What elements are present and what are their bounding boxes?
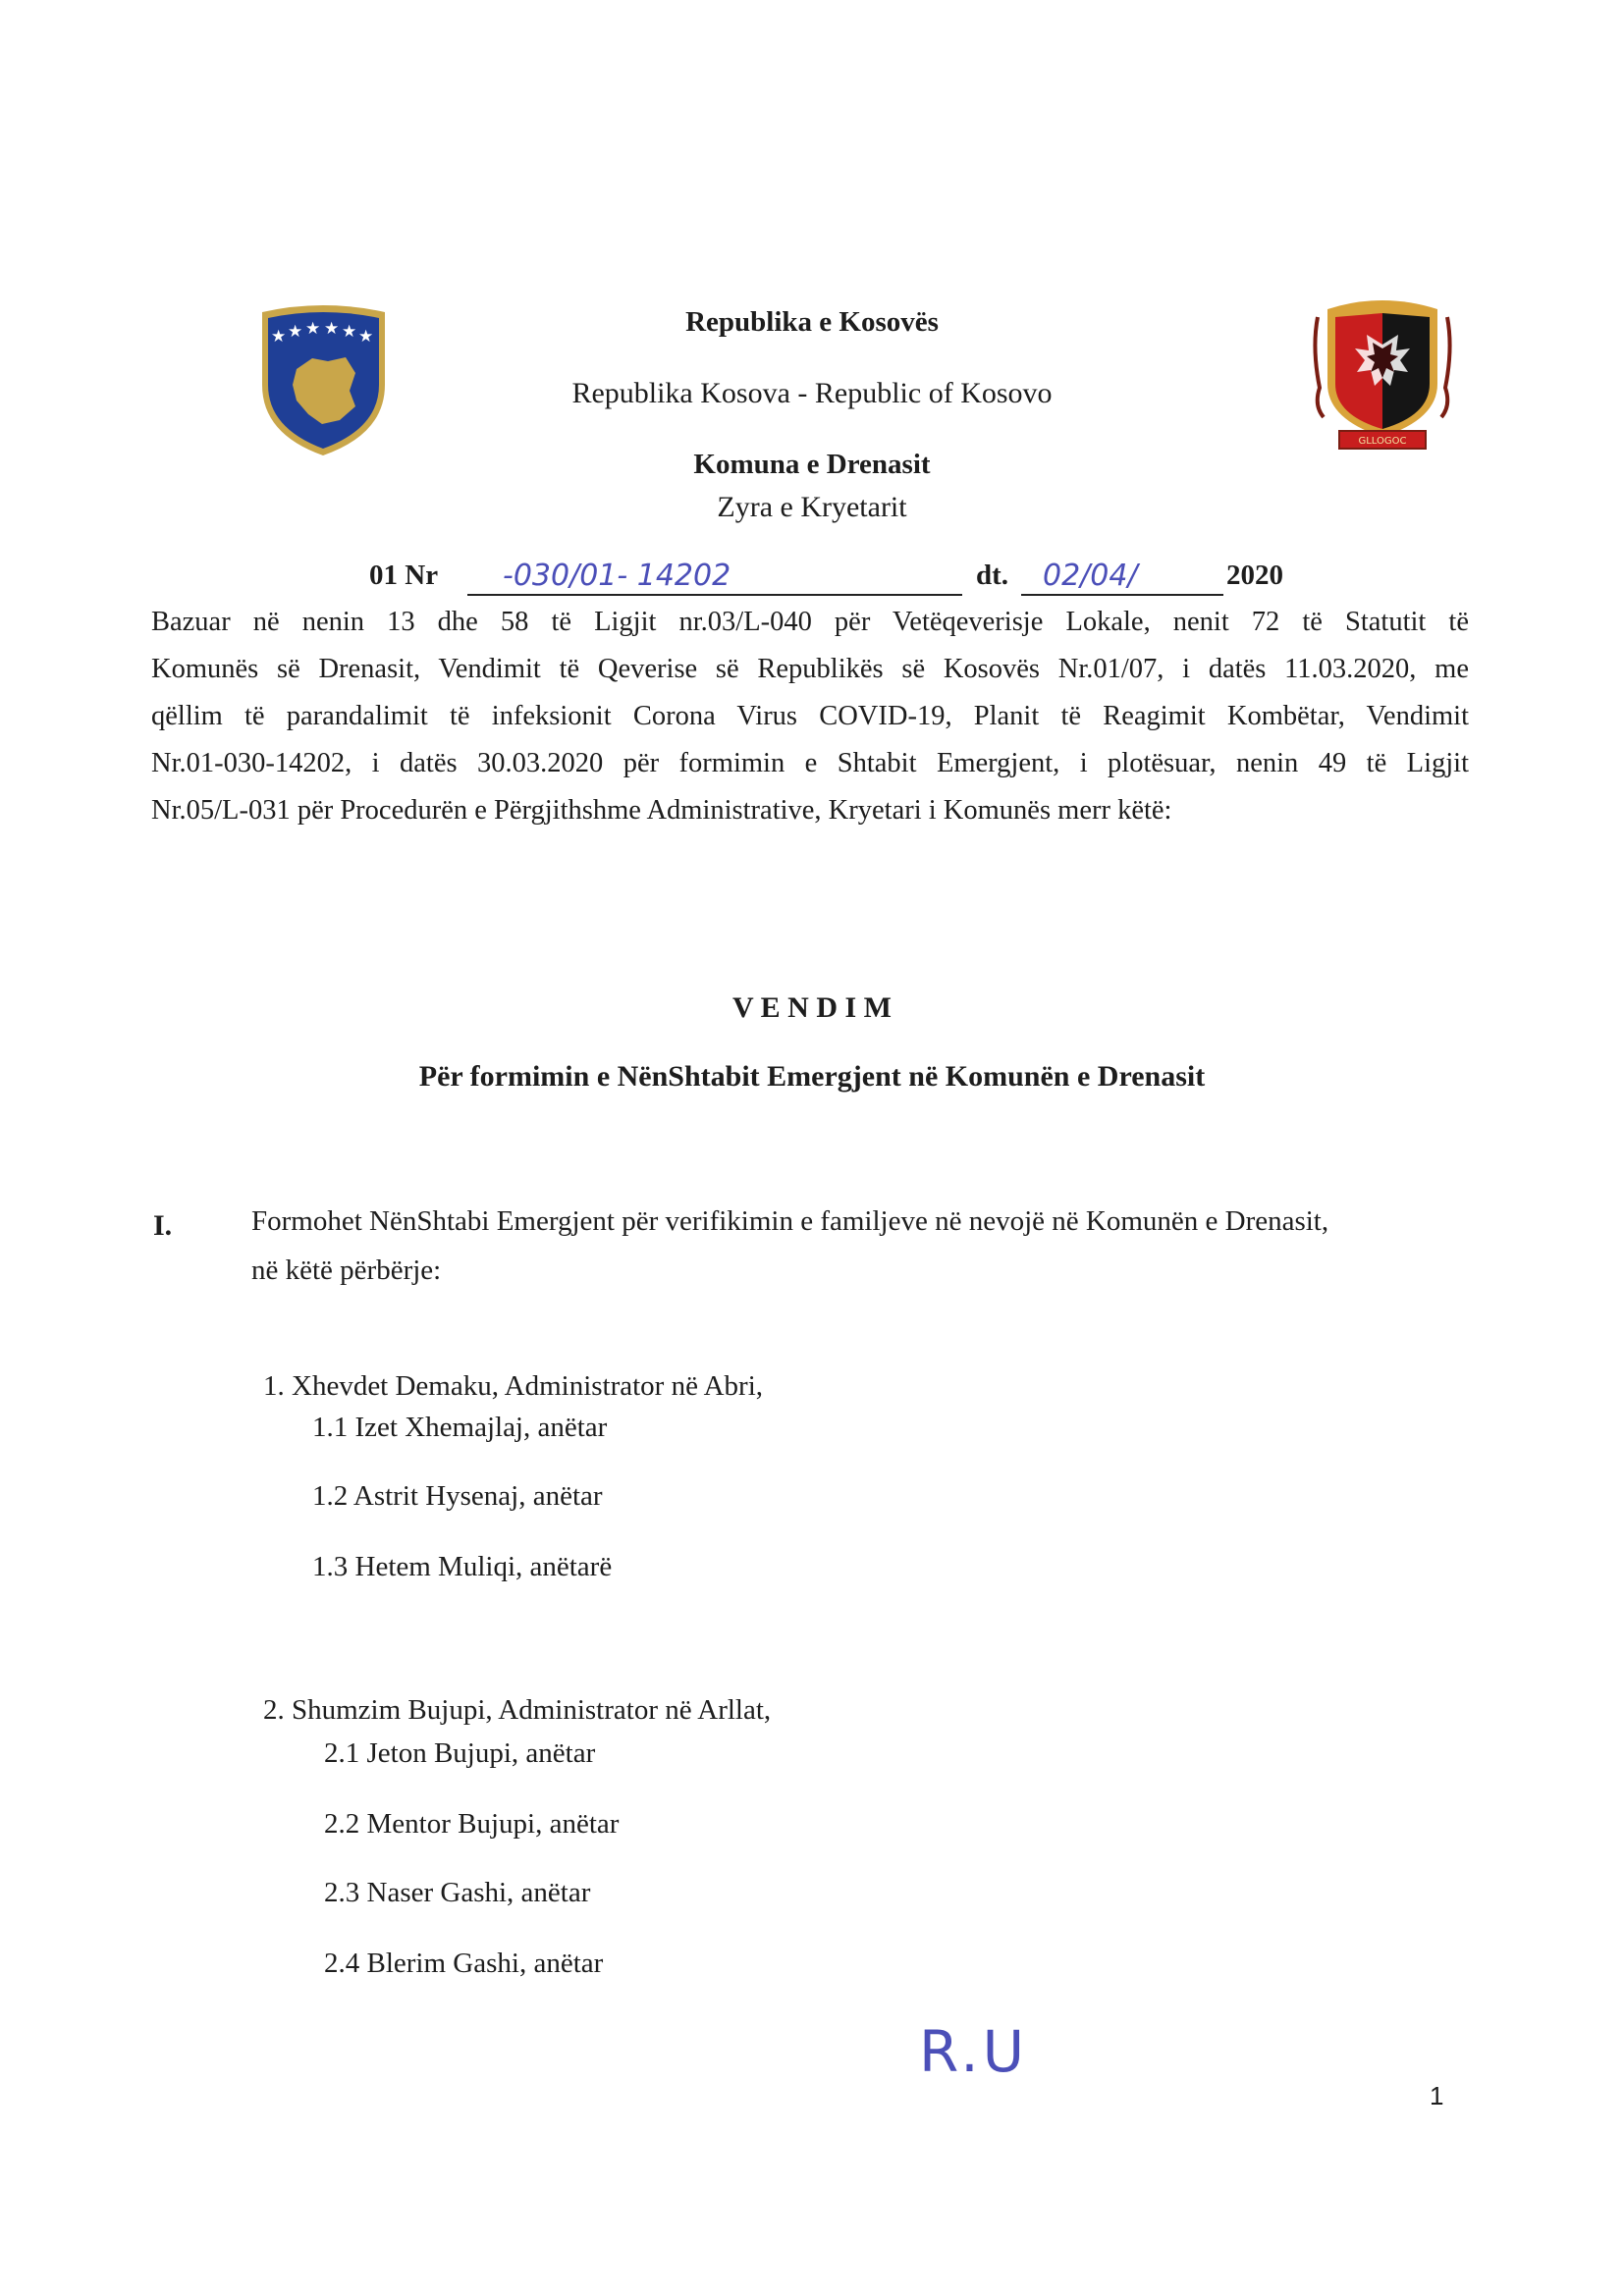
reference-date-handwritten: 02/04/ bbox=[1043, 559, 1138, 593]
section-numeral: I. bbox=[153, 1209, 173, 1242]
page-number: 1 bbox=[1430, 2081, 1444, 2110]
group-member: 2.2 Mentor Bujupi, anëtar bbox=[324, 1808, 620, 1840]
group-member: 2.4 Blerim Gashi, anëtar bbox=[324, 1948, 604, 1979]
header-country-name: Republika e Kosovës bbox=[685, 306, 939, 338]
preamble-paragraph bbox=[151, 599, 1469, 834]
svg-text:★: ★ bbox=[358, 327, 374, 347]
header-municipality: Komuna e Drenasit bbox=[693, 449, 931, 480]
group-member: 2.1 Jeton Bujupi, anëtar bbox=[324, 1737, 596, 1769]
section-text-line2: në këtë përbërje: bbox=[251, 1255, 442, 1286]
preamble-line: qëllim të parandalimit të infeksionit Corona Virus COVID-19, Planit të Reagimit Kombëtar, Vendimit bbox=[151, 701, 1469, 731]
group-member: 1.1 Izet Xhemajlaj, anëtar bbox=[312, 1412, 608, 1443]
svg-text:★: ★ bbox=[324, 319, 340, 339]
svg-text:★: ★ bbox=[288, 322, 303, 342]
preamble-line: Bazuar në nenin 13 dhe 58 të Ligjit nr.03/L-040 për Vetëqeverisje Lokale, nenit 72 të Statutit të bbox=[151, 607, 1469, 637]
reference-date-field bbox=[1021, 559, 1223, 596]
preamble-line: Komunës së Drenasit, Vendimit të Qeverise së Republikës së Kosovës Nr.01/07, i datës 11.03.2020, me bbox=[151, 654, 1469, 684]
group-head: 1. Xhevdet Demaku, Administrator në Abri, bbox=[263, 1370, 764, 1402]
group-member: 2.3 Naser Gashi, anëtar bbox=[324, 1877, 591, 1908]
header-office: Zyra e Kryetarit bbox=[717, 491, 907, 523]
group-member: 1.2 Astrit Hysenaj, anëtar bbox=[312, 1480, 603, 1512]
preamble-line: Nr.01-030-14202, i datës 30.03.2020 për formimin e Shtabit Emergjent, i plotësuar, nenin 49 të Ligjit bbox=[151, 748, 1469, 778]
decision-title: V E N D I M bbox=[732, 991, 892, 1024]
reference-number-field bbox=[467, 559, 962, 596]
header-country-multilingual: Republika Kosova - Republic of Kosovo bbox=[571, 377, 1053, 409]
reference-date-label: dt. bbox=[976, 560, 1009, 591]
reference-prefix: 01 Nr bbox=[369, 560, 439, 591]
handwritten-initials: R.U bbox=[919, 2018, 1029, 2085]
svg-text:★: ★ bbox=[305, 319, 321, 339]
reference-number-handwritten: -030/01- 14202 bbox=[503, 559, 731, 593]
reference-year: 2020 bbox=[1226, 560, 1283, 591]
svg-text:★: ★ bbox=[342, 322, 357, 342]
decision-subtitle: Për formimin e NënShtabit Emergjent në Komunën e Drenasit bbox=[418, 1060, 1206, 1093]
svg-text:★: ★ bbox=[271, 327, 287, 347]
section-text-line1: Formohet NënShtabi Emergjent për verifikimin e familjeve në nevojë në Komunën e Drenasit, bbox=[251, 1205, 1329, 1237]
svg-text:GLLOGOC: GLLOGOC bbox=[1358, 436, 1407, 447]
group-head: 2. Shumzim Bujupi, Administrator në Arllat, bbox=[263, 1694, 772, 1726]
preamble-line: Nr.05/L-031 për Procedurën e Përgjithshme Administrative, Kryetari i Komunës merr këtë: bbox=[151, 795, 1172, 826]
group-member: 1.3 Hetem Muliqi, anëtarë bbox=[312, 1551, 613, 1582]
